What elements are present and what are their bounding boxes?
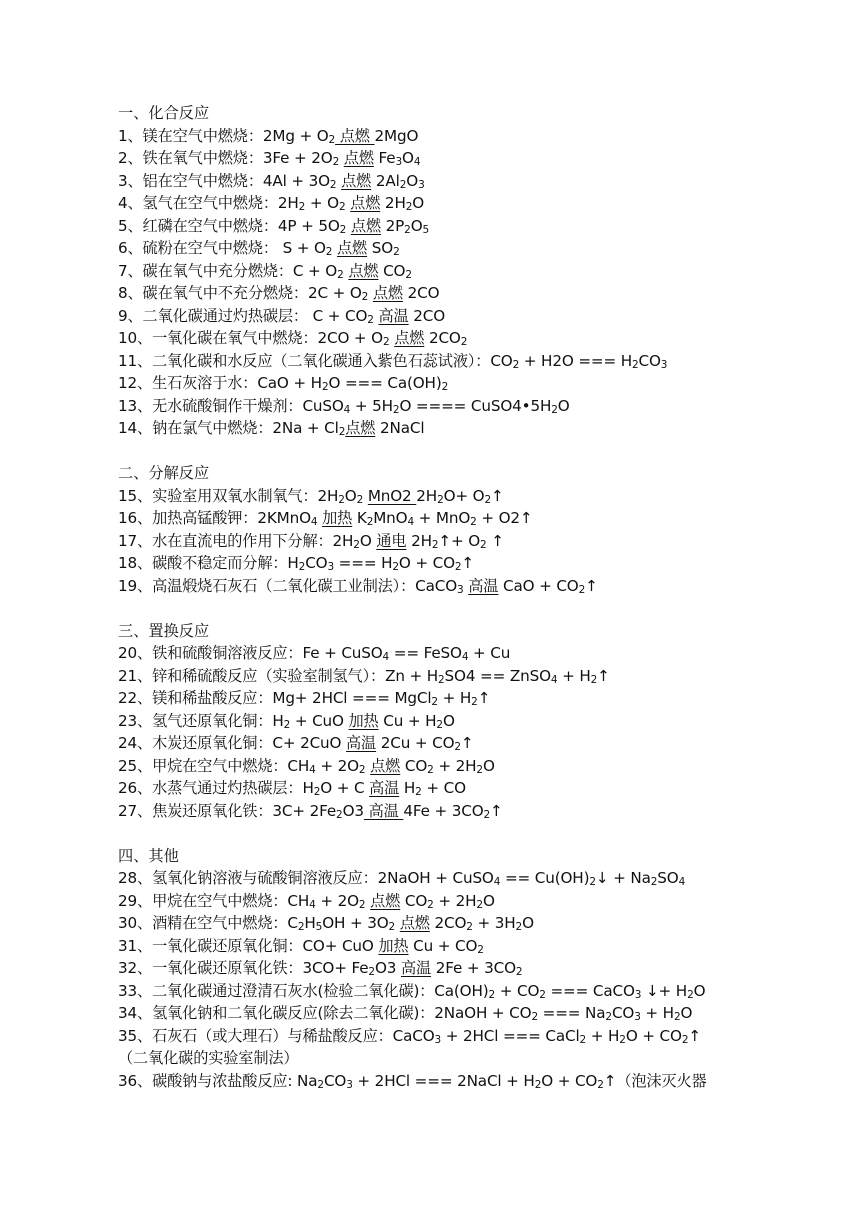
equation-text: 30、酒精在空气中燃烧：C (118, 914, 298, 932)
subscript: 2 (336, 808, 343, 821)
subscript: 5 (422, 223, 430, 236)
subscript: 2 (650, 876, 658, 888)
subscript: 2 (431, 538, 439, 551)
equation-text: ↑ (460, 734, 474, 752)
equation-text: O3 (374, 959, 401, 977)
subscript: 2 (427, 763, 434, 776)
reaction-condition: 高温 (378, 306, 409, 325)
reaction-condition: 点燃 (345, 419, 376, 437)
section-heading: 一、化合反应 (118, 104, 210, 122)
equation-text: 34、氢氧化钠和二氧化碳反应(除去二氧化碳)：2NaOH + CO (118, 1004, 532, 1022)
equation-text: ↑ (490, 801, 503, 820)
subscript: 2 (437, 493, 444, 506)
subscript: 2 (477, 943, 484, 956)
subscript: 4 (382, 651, 390, 663)
subscript: 4 (678, 876, 686, 888)
equation-text: K (352, 509, 367, 527)
equation-text: 9、二氧化碳通过灼热碳层： C + CO (118, 306, 368, 325)
subscript: 2 (597, 1078, 604, 1091)
subscript: 4 (407, 516, 414, 528)
equation-line (118, 1025, 758, 1048)
subscript: 2 (353, 538, 360, 551)
reaction-condition: 高温 (468, 576, 499, 595)
equation-text: 19、高温煅烧石灰石（二氧化碳工业制法）：CaCO (118, 576, 458, 595)
equation-text: O (344, 486, 357, 505)
equation-text: H (304, 914, 316, 932)
equation-text: O + CO (541, 1071, 598, 1090)
reaction-condition: 高温 (400, 959, 432, 977)
subscript: 2 (404, 223, 411, 236)
equation-text: 27、焦炭还原氧化铁：3C+ 2Fe (118, 801, 337, 820)
equation-line (118, 732, 758, 755)
subscript: 2 (338, 493, 345, 506)
equation-text: O + CO (625, 1026, 682, 1045)
equation-text: 2Fe + 3CO (431, 959, 516, 977)
subscript: 2 (392, 403, 400, 416)
equation-line (118, 777, 758, 800)
subscript: 4 (309, 898, 316, 911)
equation-text: O (482, 891, 495, 910)
equation-text: + H2O === H (519, 351, 632, 370)
equation-line (118, 710, 758, 733)
equation-text: 8、碳在氧气中不充分燃烧：2C + O (118, 284, 362, 302)
equation-text: 20、铁和硫酸铜溶液反应：Fe + CuSO (118, 644, 383, 662)
subscript: 2 (388, 921, 396, 933)
equation-line (118, 800, 758, 823)
equation-text: + CO (421, 779, 466, 797)
equation-text: === H (334, 554, 393, 572)
equation-text: + 2H (433, 756, 477, 775)
subscript: 4 (493, 876, 501, 888)
subscript: 2 (405, 201, 413, 213)
subscript: 2 (632, 358, 639, 371)
equation-line (118, 1002, 758, 1025)
equation-text: H (399, 779, 416, 797)
subscript: 2 (454, 561, 462, 573)
subscript: 3 (418, 178, 425, 191)
subscript: 2 (673, 1011, 681, 1023)
equation-text: 29、甲烷在空气中燃烧：CH (118, 891, 310, 910)
reaction-condition: 点燃 (350, 216, 381, 235)
subscript: 2 (356, 493, 364, 506)
blank-line (118, 440, 758, 463)
equation-text: （二氧化碳的实验室制法） (118, 1049, 299, 1067)
equation-text: 21、锌和稀硫酸反应（实验室制氢气）：Zn + H (118, 666, 438, 685)
reaction-condition: 高温 (369, 779, 400, 797)
equation-text: 26、水蒸气通过灼热碳层：H (118, 779, 314, 797)
subscript: 2 (578, 583, 586, 596)
equation-line (118, 170, 758, 193)
subscript: 2 (368, 966, 375, 978)
equation-text: + Cu (468, 644, 511, 662)
reaction-condition: MnO2 (367, 486, 417, 505)
equation-text: O === Ca(OH) (328, 374, 442, 392)
subscript: 2 (338, 426, 346, 438)
subscript: 2 (298, 201, 306, 213)
equation-text: + O2↑ (476, 509, 533, 527)
equation-text: O (402, 149, 414, 167)
equation-text: CaO + CO (498, 576, 579, 595)
equation-text: 6、硫粉在空气中燃烧： S + O (118, 239, 326, 257)
subscript: 2 (471, 696, 478, 708)
equation-text: MnO (373, 509, 408, 527)
equation-line (118, 282, 758, 305)
reaction-condition: 加热 (348, 711, 379, 730)
subscript: 2 (441, 381, 449, 393)
equation-line (118, 125, 758, 148)
subscript: 2 (367, 313, 374, 326)
equation-text: 2P (380, 216, 405, 235)
equation-text: ↑ (585, 576, 598, 595)
subscript: 2 (619, 1033, 626, 1046)
subscript: 2 (590, 673, 598, 686)
equation-line (118, 237, 758, 260)
equation-text: O (557, 396, 570, 415)
equation-text: O + CO (398, 554, 455, 572)
subscript: 2 (466, 921, 473, 933)
subscript: 2 (321, 381, 329, 393)
equation-text: + 2HCl === CaCl (441, 1026, 580, 1045)
subscript: 2 (392, 561, 399, 573)
equation-text: 25、甲烷在空气中燃烧：CH (118, 756, 310, 775)
equation-text: O + C (320, 779, 370, 797)
equation-text: 2MgO (374, 126, 419, 145)
equation-text: O (693, 981, 706, 1000)
blank-line (118, 822, 758, 845)
subscript: 2 (476, 898, 483, 911)
equation-text: === Na (537, 1004, 606, 1022)
reaction-condition: 加热 (378, 936, 409, 955)
subscript: 2 (329, 178, 337, 191)
subscript: 2 (436, 718, 443, 731)
equation-text: 2Al (371, 171, 400, 190)
equation-text: + 2H (433, 891, 477, 910)
equation-text: O ==== CuSO4•5H (399, 396, 552, 415)
equation-text: CO (400, 756, 428, 775)
reaction-condition: 点燃 (341, 171, 372, 190)
subscript: 2 (337, 268, 344, 281)
equation-text: + H (586, 1026, 620, 1045)
equation-line (118, 372, 758, 395)
subscript: 2 (483, 808, 491, 821)
subscript: 2 (515, 921, 523, 933)
equation-text: 2CO (408, 306, 446, 325)
equation-text: 2NaCl (375, 419, 425, 437)
subscript: 2 (488, 988, 496, 1001)
equation-text: SO4 == ZnSO (444, 666, 551, 685)
subscript: 2 (431, 696, 438, 708)
equation-text: + MnO (413, 509, 471, 527)
equation-text: + 2HCl === 2NaCl + H (352, 1071, 535, 1090)
equation-text: == Cu(OH) (500, 869, 590, 887)
subscript: 4 (310, 516, 318, 528)
subscript: 2 (358, 763, 366, 776)
equation-line (118, 417, 758, 440)
equation-text: 12、生石灰溶于水：CaO + H (118, 374, 322, 392)
equation-text: 2、铁在氧气中燃烧：3Fe + 2O (118, 149, 333, 167)
equation-line (118, 305, 758, 328)
subscript: 2 (325, 246, 333, 258)
equation-line (118, 1070, 758, 1093)
equation-text: 10、一氧化碳在氧气中燃烧：2CO + O (118, 329, 383, 347)
equation-text: 1、镁在空气中燃烧：2Mg + O (118, 126, 329, 145)
equation-text: 13、无水硫酸铜作干燥剂：CuSO (118, 396, 344, 415)
subscript: 2 (551, 403, 558, 416)
equation-line (118, 957, 758, 980)
reaction-condition: 点燃 (370, 891, 401, 910)
subscript: 2 (484, 493, 491, 506)
equation-line (118, 552, 758, 575)
equation-text: O (410, 216, 423, 235)
subscript: 2 (382, 336, 390, 348)
subscript: 2 (361, 291, 369, 303)
reaction-condition: 点燃 (343, 149, 374, 167)
equation-text: 31、一氧化碳还原氧化铜：CO+ CuO (118, 936, 379, 955)
equation-text: O (522, 914, 534, 932)
equation-text: O (442, 711, 455, 730)
equation-text: 17、水在直流电的作用下分解：2H (118, 531, 354, 550)
document-page (118, 102, 758, 1092)
subscript: 2 (427, 898, 434, 911)
section-heading: 三、置换反应 (118, 621, 210, 640)
subscript: 2 (366, 516, 374, 528)
equation-text: + 2O (315, 756, 359, 775)
subscript: 3 (457, 583, 464, 596)
equation-text: 3、铝在空气中燃烧：4Al + 3O (118, 171, 330, 190)
subscript: 2 (480, 538, 487, 551)
subscript: 4 (550, 673, 558, 686)
subscript: 2 (531, 1011, 538, 1023)
equation-text: CO (323, 1071, 347, 1090)
equation-text: + 5H (350, 396, 393, 415)
equation-text: 2CO (402, 284, 440, 302)
subscript: 2 (297, 921, 305, 933)
equation-line (118, 395, 758, 418)
reaction-condition: 高温 (346, 734, 377, 752)
equation-line (118, 755, 758, 778)
reaction-condition: 点燃 (350, 194, 381, 212)
equation-text: ↑ (461, 554, 474, 572)
equation-line (118, 642, 758, 665)
subscript: 2 (415, 786, 422, 798)
equation-line (118, 485, 758, 508)
equation-text: 11、二氧化碳和水反应（二氧化碳通入紫色石蕊试液）：CO (118, 351, 513, 370)
equation-line (118, 890, 758, 913)
reaction-condition: 点燃 (372, 284, 403, 302)
equation-text: ↑ (491, 486, 504, 505)
equation-line (118, 350, 758, 373)
subscript: 2 (605, 1011, 612, 1023)
equation-line (118, 665, 758, 688)
subscript: 2 (589, 876, 596, 888)
equation-text: 33、二氧化碳通过澄清石灰水(检验二氧化碳)：Ca(OH) (118, 981, 489, 1000)
subscript: 2 (512, 358, 520, 371)
equation-text: ↑（泡沫灭火器 (603, 1071, 707, 1090)
equation-text: ↓ + Na (595, 869, 651, 887)
equation-line (118, 530, 758, 553)
equation-line (118, 575, 758, 598)
subscript: 3 (346, 1078, 353, 1091)
equation-text: === CaCO (545, 981, 635, 1000)
equation-text: 2H (380, 194, 406, 212)
equation-text: O (412, 194, 425, 212)
equation-text: ↑ (597, 666, 610, 685)
equation-text: 2H (406, 531, 432, 550)
equation-text: ↓+ H (641, 981, 688, 1000)
reaction-condition: 点燃 (399, 914, 430, 932)
subscript: 3 (327, 561, 334, 573)
equation-line (118, 192, 758, 215)
reaction-condition: 高温 (363, 801, 404, 820)
equation-text: + O (305, 194, 339, 212)
equation-line (118, 912, 758, 935)
equation-text: + H (557, 666, 591, 685)
equation-line (118, 215, 758, 238)
equation-text: + CO (495, 981, 540, 1000)
equation-text: Cu + H (378, 711, 437, 730)
subscript: 2 (438, 673, 445, 686)
subscript: 2 (339, 223, 347, 236)
equation-text: 4、氢气在空气中燃烧：2H (118, 194, 299, 212)
equation-text: 32、一氧化碳还原氧化铁：3CO+ Fe (118, 959, 369, 977)
section-heading: 四、其他 (118, 846, 179, 865)
equation-line (118, 980, 758, 1003)
subscript: 2 (332, 156, 340, 168)
equation-text: ↑+ O (438, 531, 481, 550)
subscript: 2 (470, 516, 477, 528)
equation-text: CO (305, 554, 328, 572)
equation-line (118, 867, 758, 890)
equation-text: + 3H (472, 914, 516, 932)
subscript: 3 (634, 988, 642, 1001)
equation-text: 24、木炭还原氧化铜：C+ 2CuO (118, 734, 346, 752)
subscript: 2 (579, 1033, 587, 1046)
equation-text: 2CO (424, 329, 461, 347)
equation-text: SO (367, 239, 394, 257)
subscript: 3 (434, 1033, 442, 1046)
subscript: 4 (309, 763, 316, 776)
subscript: 2 (460, 336, 468, 348)
reaction-condition: 点燃 (337, 239, 368, 257)
equation-text: SO (657, 869, 679, 887)
reaction-condition: 点燃 (335, 126, 375, 145)
equation-text: 2CO (429, 914, 467, 932)
equation-text: + 2O (315, 891, 359, 910)
subscript: 4 (413, 156, 421, 168)
subscript: 2 (681, 1033, 689, 1046)
equation-text: O (406, 171, 419, 190)
subscript: 2 (358, 898, 366, 911)
equation-text: == FeSO (389, 644, 462, 662)
equation-text: O (359, 531, 377, 550)
equation-text: CO (400, 891, 428, 910)
equation-text: 2H (416, 486, 438, 505)
subscript: 2 (476, 763, 483, 776)
subscript: 2 (298, 561, 306, 573)
equation-text: O3 (342, 801, 364, 820)
subscript: 2 (687, 988, 694, 1001)
equation-text: O+ O (443, 486, 485, 505)
equation-text: + H (640, 1004, 674, 1022)
subscript: 2 (393, 246, 400, 258)
equation-text: 15、实验室用双氧水制氧气：2H (118, 486, 339, 505)
reaction-condition: 加热 (322, 509, 353, 527)
subscript: 4 (343, 403, 351, 416)
blank-line (118, 597, 758, 620)
equation-text: + CuO (290, 711, 349, 730)
equation-line (118, 935, 758, 958)
equation-text: 23、氢气还原氧化铜：H (118, 711, 284, 730)
equation-text: ↑ (688, 1026, 701, 1045)
subscript: 2 (454, 741, 461, 753)
subscript: 2 (328, 133, 336, 146)
equation-text: ↑ (486, 531, 504, 550)
equation-text: 35、石灰石（或大理石）与稀盐酸反应：CaCO (118, 1026, 435, 1045)
equation-text: Fe (373, 149, 396, 167)
equation-text: OH + 3O (322, 914, 389, 932)
equation-text: Cu + CO (408, 936, 478, 955)
equation-text: 14、钠在氯气中燃烧：2Na + Cl (118, 419, 339, 437)
subscript: 2 (515, 966, 523, 978)
subscript: 2 (539, 988, 546, 1001)
subscript: 4 (461, 651, 469, 663)
subscript: 2 (405, 268, 412, 281)
reaction-condition: 点燃 (394, 329, 425, 347)
equation-text: 4Fe + 3CO (403, 801, 484, 820)
equation-text: 7、碳在氧气中充分燃烧：C + O (118, 261, 338, 280)
equation-text: O (680, 1004, 693, 1022)
subscript: 2 (338, 201, 346, 213)
equation-text: 36、碳酸钠与浓盐酸反应: Na (118, 1071, 318, 1090)
subscript: 2 (313, 786, 321, 798)
equation-text: 22、镁和稀盐酸反应：Mg+ 2HCl === MgCl (118, 689, 432, 707)
equation-line (118, 1047, 758, 1070)
equation-text: CO (638, 351, 661, 370)
subscript: 5 (315, 921, 323, 933)
equation-line (118, 260, 758, 283)
equation-line (118, 327, 758, 350)
equation-text: 16、加热高锰酸钾：2KMnO (118, 509, 311, 527)
equation-line (118, 147, 758, 170)
subscript: 3 (660, 358, 668, 371)
subscript: 2 (317, 1078, 324, 1091)
section-heading: 二、分解反应 (118, 464, 210, 482)
equation-text: 28、氢氧化钠溶液与硫酸铜溶液反应：2NaOH + CuSO (118, 869, 494, 887)
equation-line (118, 507, 758, 530)
equation-text: 5、红磷在空气中燃烧：4P + 5O (118, 216, 340, 235)
subscript: 2 (283, 718, 291, 731)
subscript: 2 (534, 1078, 542, 1091)
equation-text: ↑ (477, 689, 491, 707)
reaction-condition: 通电 (376, 531, 407, 550)
reaction-condition: 点燃 (370, 756, 401, 775)
subscript: 2 (399, 178, 407, 191)
equation-text: + H (437, 689, 472, 707)
equation-line (118, 687, 758, 710)
reaction-condition: 点燃 (348, 261, 379, 280)
equation-text: 18、碳酸不稳定而分解：H (118, 554, 299, 572)
equation-text: 2Cu + CO (376, 734, 455, 752)
subscript: 3 (634, 1011, 641, 1023)
subscript: 3 (395, 156, 403, 168)
equation-text: CO (378, 261, 406, 280)
equation-text: O (482, 756, 495, 775)
equation-text: CO (611, 1004, 635, 1022)
